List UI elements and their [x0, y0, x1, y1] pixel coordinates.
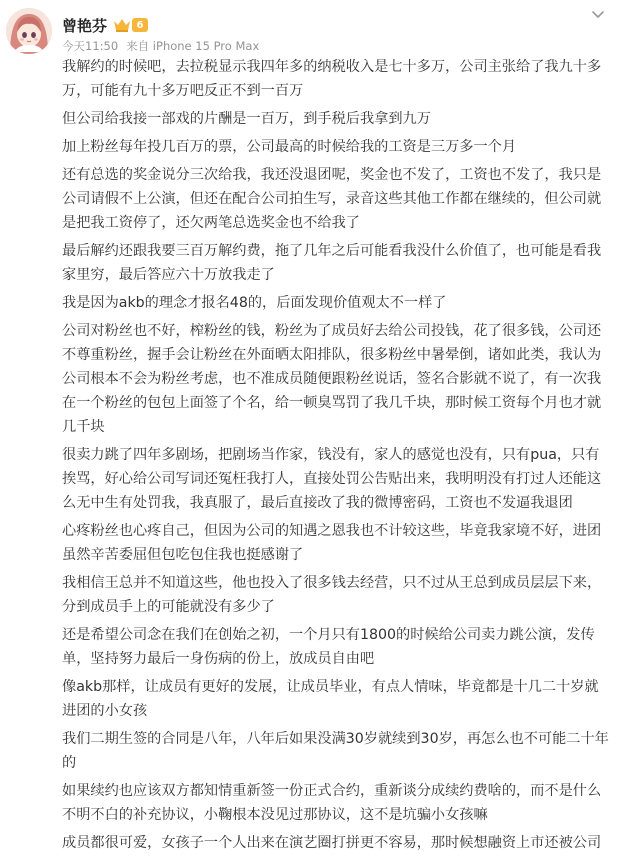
post-meta: [62, 38, 259, 54]
post-paragraph: 很卖力跳了四年多剧场，把剧场当作家，钱没有，家人的感觉也没有，只有pua，只有挨骂，好心给公司写词还冤枉我打人，直接处罚公告贴出来，我明明没有打过人还能这么无中生有处罚我，我真服了，最后直接改了我的微博密码，工资也不发逼我退团: [62, 447, 602, 511]
author-name[interactable]: 曾艳芬: [62, 16, 108, 35]
post-paragraph: 成员都很可爱，女孩子一个人出来在演艺圈打拼更不容易，那时候想融资上市还被公司: [62, 835, 602, 851]
post-paragraph: 加上粉丝每年投几百万的票，公司最高的时候给我的工资是三万多一个月: [62, 139, 517, 155]
post-paragraph: 公司对粉丝也不好，榨粉丝的钱，粉丝为了成员好去给公司投钱，花了很多钱，公司还不尊重粉丝，握手会让粉丝在外面晒太阳排队，很多粉丝中暑晕倒，诸如此类，我认为公司根本不会为粉丝考虑，也不准成员随便跟粉丝说话，签名合影就不说了，有一次我在一个粉丝的包包上面签了个名，给一顿臭骂罚了我几千块，那时候工资每个月也才就几千块: [62, 323, 602, 435]
post-paragraph: 但公司给我接一部戏的片酬是一百万，到手税后我拿到九万: [62, 111, 431, 127]
post-paragraph: 像akb那样，让成员有更好的发展，让成员毕业，有点人情味，毕竟都是十几二十岁就进团的小女孩: [62, 679, 599, 719]
post-paragraph: 心疼粉丝也心疼自己，但因为公司的知遇之恩我也不计较这些，毕竟我家境不好，进团虽然辛苦委屈但包吃包住我也挺感谢了: [62, 523, 602, 563]
post-content: [62, 55, 612, 859]
vip-level: 6: [132, 18, 148, 32]
post-paragraph: 还是希望公司念在我们在创始之初，一个月只有1800的时候给公司卖力跳公演，发传单，坚持努力最后一身伤病的份上，放成员自由吧: [62, 627, 595, 667]
post-paragraph: 还有总选的奖金说分三次给我，我还没退团呢，奖金也不发了，工资也不发了，我只是公司请假不上公演，但还在配合公司拍生写，录音这些其他工作都在继续的，但公司就是把我工资停了，还欠两笔总选奖金也不给我了: [62, 167, 602, 231]
post-source: 来自 iPhone 15 Pro Max: [126, 39, 260, 53]
author-row: [62, 14, 148, 36]
anime-girl-avatar-icon: [6, 8, 52, 54]
post-paragraph: 最后解约还跟我要三百万解约费，拖了几年之后可能看我没什么价值了，也可能是看我家里穷，最后答应六十万放我走了: [62, 243, 602, 283]
post-paragraph: 如果续约也应该双方都知情重新签一份正式合约，重新谈分成续约费啥的，而不是什么不明不白的补充协议，小鞠根本没见过那协议，这不是坑骗小女孩嘛: [62, 783, 602, 823]
post-paragraph: 我解约的时候吧，去拉税显示我四年多的纳税收入是七十多万，公司主张给了我九十多万，可能有九十多万吧反正不到一百万: [62, 59, 602, 99]
avatar[interactable]: [6, 8, 52, 54]
chevron-down-icon[interactable]: [590, 6, 606, 22]
vip-badge[interactable]: [113, 18, 148, 32]
post-paragraph: 我是因为akb的理念才报名48的，后面发现价值观太不一样了: [62, 295, 447, 311]
post-time[interactable]: 今天11:50: [62, 39, 119, 53]
post-paragraph: 我们二期生签的合同是八年，八年后如果没满30岁就续到30岁，再怎么也不可能二十年的: [62, 731, 609, 771]
crown-icon: [113, 18, 131, 32]
post-paragraph: 我相信王总并不知道这些，他也投入了很多钱去经营，只不过从王总到成员层层下来，分到成员手上的可能就没有多少了: [62, 575, 602, 615]
